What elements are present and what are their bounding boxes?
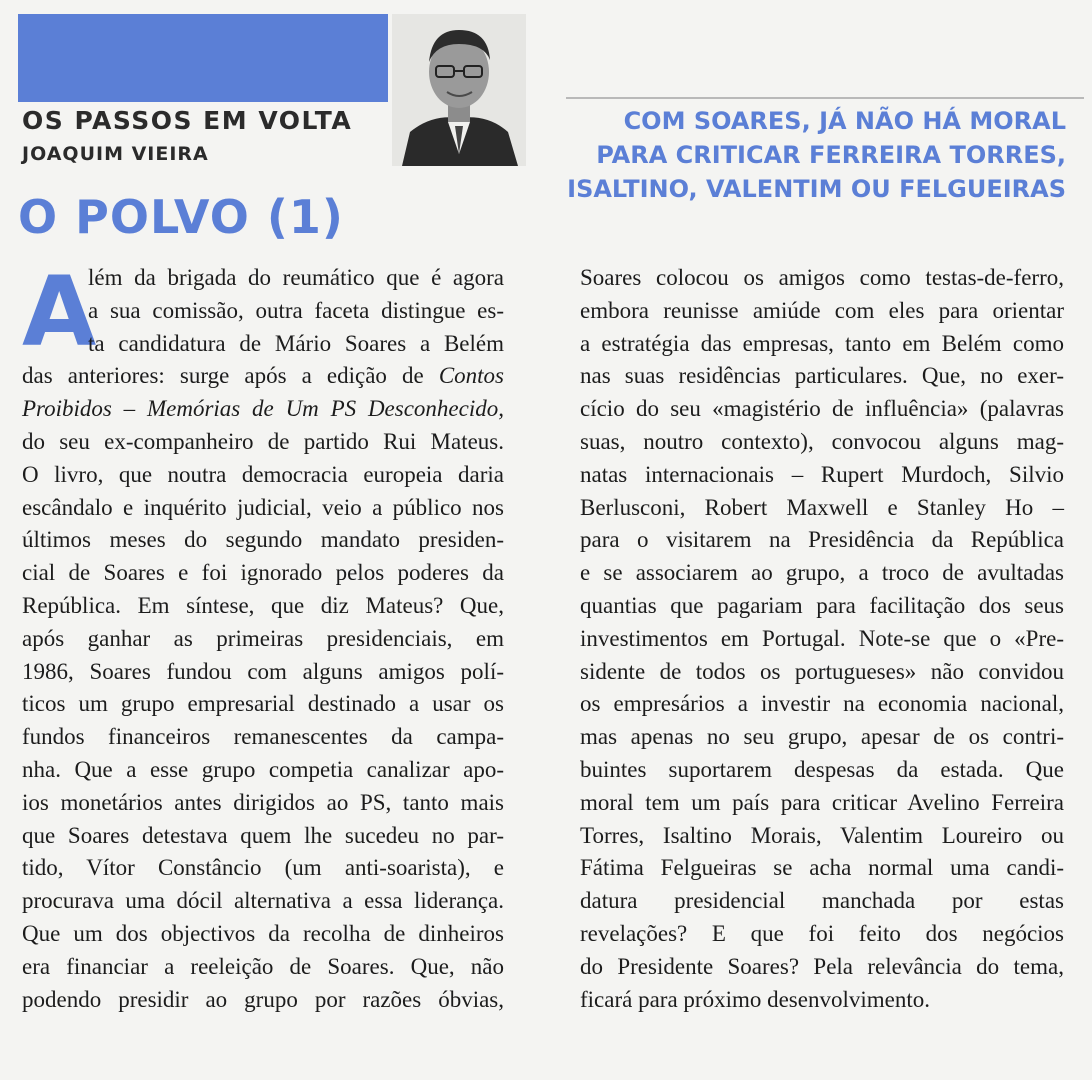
body-line: datura presidencial manchada por estas bbox=[580, 888, 1064, 914]
body-line: últimos meses do segundo mandato presiden- bbox=[22, 527, 504, 553]
body-line: cial de Soares e foi ignorado pelos poderes da bbox=[22, 560, 504, 586]
body-line: do seu ex-companheiro de partido Rui Mateus. bbox=[22, 428, 504, 454]
article-title: O POLVO (1) bbox=[18, 190, 344, 244]
body-line: procurava uma dócil alternativa a essa liderança. bbox=[22, 888, 504, 914]
body-line: ticos um grupo empresarial destinado a usar os bbox=[22, 691, 504, 717]
body-line: fundos financeiros remanescentes da campa- bbox=[22, 724, 504, 750]
book-title-italic: Contos bbox=[438, 363, 505, 389]
body-line: escândalo e inquérito judicial, veio a público nos bbox=[22, 494, 504, 520]
body-line: os empresários a investir na economia nacional, bbox=[580, 691, 1064, 717]
body-line: Fátima Felgueiras se acha normal uma candi- bbox=[580, 855, 1064, 881]
body-line: investimentos em Portugal. Note-se que o «Pre- bbox=[580, 625, 1064, 651]
body-line: quantias que pagariam para facilitação dos seus bbox=[580, 592, 1064, 618]
pullquote-line: PARA CRITICAR FERREIRA TORRES, bbox=[596, 141, 1066, 169]
header-color-bar bbox=[18, 14, 388, 102]
body-line: que Soares detestava quem lhe sucedeu no par- bbox=[22, 822, 504, 848]
article-left-column bbox=[22, 256, 505, 1016]
body-line: Torres, Isaltino Morais, Valentim Loureiro ou bbox=[580, 822, 1064, 848]
article-right-column bbox=[580, 262, 1064, 1016]
body-line: para o visitarem na Presidência da República bbox=[580, 527, 1064, 553]
body-line: revelações? E que foi feito dos negócios bbox=[580, 920, 1064, 946]
body-line: tido, Vítor Constâncio (um anti-soarista), e bbox=[22, 855, 504, 881]
body-text: das anteriores: surge após a edição de bbox=[22, 363, 424, 389]
body-line: embora reunisse amiúde com eles para orientar bbox=[580, 297, 1064, 323]
pullquote-line: COM SOARES, JÁ NÃO HÁ MORAL bbox=[623, 107, 1066, 135]
body-line: cício do seu «magistério de influência» (palavras bbox=[580, 396, 1064, 422]
body-line: após ganhar as primeiras presidenciais, em bbox=[22, 625, 504, 651]
body-line: 1986, Soares fundou com alguns amigos polí- bbox=[22, 658, 504, 684]
body-line: República. Em síntese, que diz Mateus? Que, bbox=[22, 592, 504, 618]
pullquote bbox=[546, 104, 1066, 206]
book-title-italic: Proibidos – Memórias de Um PS Desconhecido, bbox=[22, 396, 504, 422]
body-line: suas, noutro contexto), convocou alguns mag- bbox=[580, 428, 1064, 454]
body-line: lém da brigada do reumático que é agora bbox=[88, 265, 504, 290]
body-line: era financiar a reeleição de Soares. Que, não bbox=[22, 953, 504, 979]
body-line: ficará para próximo desenvolvimento. bbox=[580, 986, 930, 1012]
body-line: nha. Que a esse grupo competia canalizar apo- bbox=[22, 756, 504, 782]
body-line: O livro, que noutra democracia europeia daria bbox=[22, 461, 504, 487]
body-line: natas internacionais – Rupert Murdoch, Silvio bbox=[580, 461, 1064, 487]
drop-cap: A bbox=[22, 256, 97, 368]
author-name: JOAQUIM VIEIRA bbox=[22, 143, 209, 165]
body-line: podendo presidir ao grupo por razões óbvias, bbox=[22, 986, 504, 1012]
column-name: OS PASSOS EM VOLTA bbox=[22, 106, 353, 135]
body-line: buintes suportarem despesas da estada. Que bbox=[580, 756, 1064, 782]
body-line bbox=[22, 393, 504, 426]
author-portrait-icon bbox=[392, 14, 526, 166]
body-line: ios monetários antes dirigidos ao PS, tanto mais bbox=[22, 789, 504, 815]
body-line: a estratégia das empresas, tanto em Belém como bbox=[580, 330, 1064, 356]
body-line: do Presidente Soares? Pela relevância do tema, bbox=[580, 953, 1064, 979]
author-photo bbox=[392, 14, 526, 166]
pullquote-divider bbox=[566, 97, 1084, 99]
pullquote-line: ISALTINO, VALENTIM OU FELGUEIRAS bbox=[567, 175, 1066, 203]
body-line: Que um dos objectivos da recolha de dinheiros bbox=[22, 920, 504, 946]
body-line: nas suas residências particulares. Que, no exer- bbox=[580, 363, 1064, 389]
body-line: Berlusconi, Robert Maxwell e Stanley Ho – bbox=[580, 494, 1064, 520]
body-line: moral tem um país para criticar Avelino Ferreira bbox=[580, 789, 1064, 815]
body-line: mas apenas no seu grupo, apesar de os contri- bbox=[580, 724, 1064, 750]
body-line: ta candidatura de Mário Soares a Belém bbox=[88, 330, 504, 356]
body-line: Soares colocou os amigos como testas-de-ferro, bbox=[580, 265, 1064, 290]
body-line: sidente de todos os portugueses» não convidou bbox=[580, 658, 1064, 684]
body-line: a sua comissão, outra faceta distingue es- bbox=[88, 297, 504, 323]
body-line: e se associarem ao grupo, a troco de avultadas bbox=[580, 560, 1064, 586]
body-line bbox=[22, 360, 504, 393]
